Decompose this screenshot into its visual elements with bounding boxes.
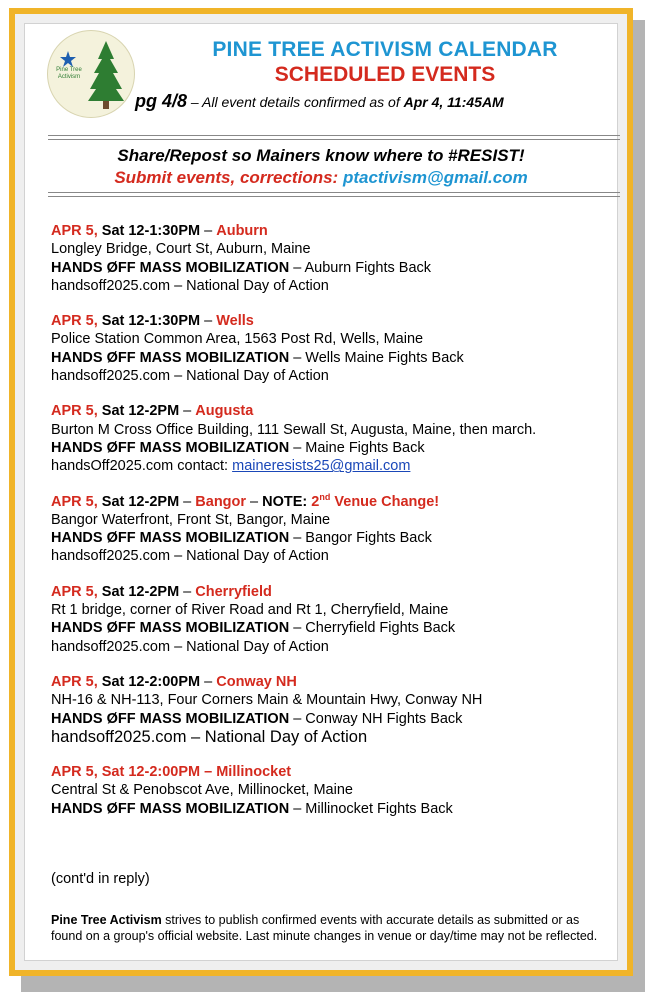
share-text: Share/Repost so Mainers know where to #RESIST! bbox=[117, 146, 525, 165]
event-title: HANDS ØFF MASS MOBILIZATION – Bangor Fights Back bbox=[51, 530, 432, 547]
submit-prefix: Submit events, corrections: bbox=[114, 168, 343, 187]
submit-line bbox=[25, 168, 617, 188]
venue-change-note: NOTE: bbox=[262, 493, 308, 510]
page-info bbox=[135, 91, 635, 112]
event-wells bbox=[51, 312, 621, 385]
logo-text: Pine Tree Activism bbox=[56, 67, 82, 80]
continued-note: (cont'd in reply) bbox=[51, 871, 150, 887]
disclaimer bbox=[51, 912, 611, 944]
confirm-datetime: Apr 4, 11:45AM bbox=[403, 94, 504, 110]
divider-bottom bbox=[48, 192, 620, 197]
submit-email-link[interactable]: ptactivism@gmail.com bbox=[342, 168, 528, 187]
calendar-title: PINE TREE ACTIVISM CALENDAR bbox=[212, 38, 558, 61]
event-title: HANDS ØFF MASS MOBILIZATION – Wells Maine Fights Back bbox=[51, 349, 464, 366]
event-location: Burton M Cross Office Building, 111 Sewall St, Augusta, Maine, then march. bbox=[51, 421, 537, 438]
event-title: HANDS ØFF MASS MOBILIZATION – Auburn Fights Back bbox=[51, 259, 432, 276]
event-info: handsOff2025.com contact: maineresists25@gmail.com bbox=[51, 458, 411, 475]
event-bangor bbox=[51, 493, 621, 566]
event-location: Bangor Waterfront, Front St, Bangor, Maine bbox=[51, 511, 331, 528]
event-location: Central St & Penobscot Ave, Millinocket, Maine bbox=[51, 782, 353, 799]
event-info: handsoff2025.com – National Day of Action bbox=[51, 638, 329, 655]
event-title: HANDS ØFF MASS MOBILIZATION – Conway NH Fights Back bbox=[51, 710, 463, 727]
event-title: HANDS ØFF MASS MOBILIZATION – Cherryfield Fights Back bbox=[51, 620, 456, 637]
event-headline: APR 5, Sat 12-2PM – Bangor – NOTE: 2nd Venue Change! bbox=[51, 491, 440, 510]
event-list bbox=[51, 222, 621, 835]
event-info: handsoff2025.com – National Day of Action bbox=[51, 727, 368, 746]
event-headline: APR 5, Sat 12-2:00PM – Millinocket bbox=[51, 764, 292, 781]
event-info: handsoff2025.com – National Day of Action bbox=[51, 277, 329, 294]
event-headline: APR 5, Sat 12-1:30PM – Auburn bbox=[51, 223, 268, 239]
event-headline: APR 5, Sat 12-2PM – Augusta bbox=[51, 403, 254, 420]
event-location: Longley Bridge, Court St, Auburn, Maine bbox=[51, 241, 311, 258]
event-cherryfield bbox=[51, 583, 621, 656]
event-headline: APR 5, Sat 12-2PM – Cherryfield bbox=[51, 583, 272, 600]
pine-tree-logo bbox=[47, 30, 135, 118]
event-location: Police Station Common Area, 1563 Post Rd, Wells, Maine bbox=[51, 331, 424, 348]
event-title: HANDS ØFF MASS MOBILIZATION – Millinocket Fights Back bbox=[51, 800, 453, 817]
event-augusta bbox=[51, 402, 621, 475]
flyer-card bbox=[9, 8, 633, 976]
event-title: HANDS ØFF MASS MOBILIZATION – Maine Fights Back bbox=[51, 439, 425, 456]
org-name: Pine Tree Activism bbox=[51, 913, 162, 927]
confirm-prefix: – All event details confirmed as of bbox=[187, 94, 404, 110]
contact-email-link[interactable]: maineresists25@gmail.com bbox=[232, 458, 411, 475]
event-headline: APR 5, Sat 12-1:30PM – Wells bbox=[51, 313, 254, 330]
event-millinocket bbox=[51, 763, 621, 818]
event-info: handsoff2025.com – National Day of Action bbox=[51, 368, 329, 385]
event-location: NH-16 & NH-113, Four Corners Main & Mountain Hwy, Conway NH bbox=[51, 692, 483, 709]
event-auburn bbox=[51, 222, 621, 295]
divider-top bbox=[48, 135, 620, 140]
event-location: Rt 1 bridge, corner of River Road and Rt 1, Cherryfield, Maine bbox=[51, 602, 449, 619]
event-headline: APR 5, Sat 12-2:00PM – Conway NH bbox=[51, 673, 297, 690]
flyer-inner bbox=[24, 23, 618, 961]
page-number: pg 4/8 bbox=[135, 91, 188, 111]
scheduled-events-title: SCHEDULED EVENTS bbox=[274, 63, 496, 86]
event-info: handsoff2025.com – National Day of Action bbox=[51, 548, 329, 565]
disclaimer-text: strives to publish confirmed events with accurate details as submitted or as found on a group's official website. Last minute changes in venue or day/time may not be reflected. bbox=[51, 913, 598, 943]
event-conway bbox=[51, 673, 621, 746]
